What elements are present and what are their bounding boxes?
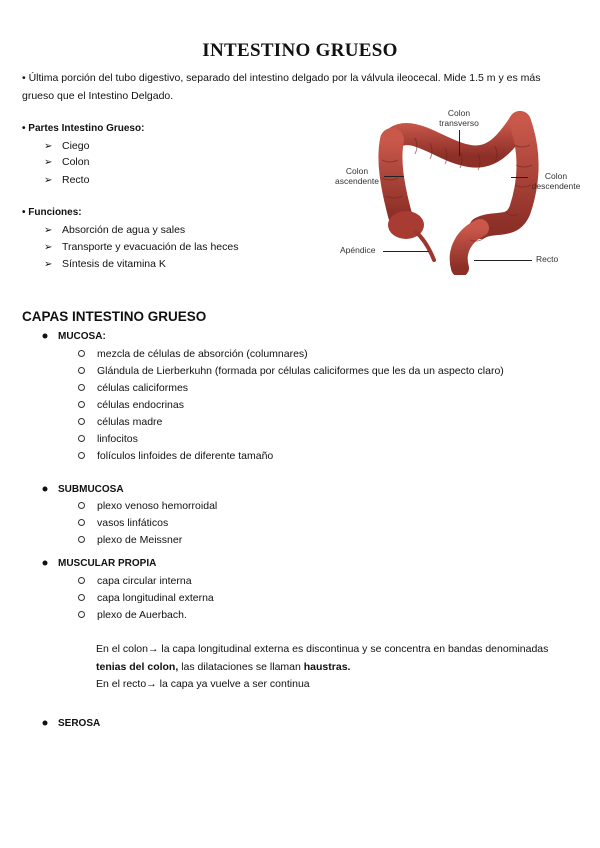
leader-line	[459, 130, 460, 156]
mucosa-item: mezcla de células de absorción (columnares)	[78, 348, 308, 360]
submucosa-item: plexo de Meissner	[78, 534, 182, 546]
hollow-circle-icon	[78, 611, 85, 618]
hollow-circle-icon	[78, 452, 85, 459]
arrow-icon: ➢	[44, 225, 53, 236]
mucosa-item: células caliciformes	[78, 382, 188, 394]
label-colon-ascendente: Colon ascendente	[335, 166, 379, 186]
funciones-item: ➢ Absorción de agua y sales	[44, 224, 186, 236]
intro-line-1: • Última porción del tubo digestivo, separado del intestino delgado por la válvula ileocecal. Mide 1.5 m y es más	[22, 72, 541, 84]
filled-circle-icon	[42, 718, 50, 726]
leader-line	[383, 251, 429, 252]
mucosa-bullet: MUCOSA:	[42, 331, 106, 342]
leader-line	[384, 176, 404, 177]
partes-item: ➢ Colon	[44, 156, 90, 168]
leader-line	[474, 260, 532, 261]
label-colon-transverso: Colon transverso	[439, 108, 479, 128]
funciones-item: ➢ Transporte y evacuación de las heces	[44, 241, 239, 253]
submucosa-bullet: SUBMUCOSA	[42, 484, 124, 495]
filled-circle-icon	[42, 558, 50, 566]
label-recto: Recto	[536, 254, 559, 264]
funciones-heading: • Funciones:	[22, 207, 82, 218]
mucosa-item: Glándula de Lierberkuhn (formada por células caliciformes que les da un aspecto claro)	[78, 365, 504, 377]
arrow-icon: ➢	[44, 175, 53, 186]
filled-circle-icon	[42, 484, 50, 492]
partes-heading: • Partes Intestino Grueso:	[22, 123, 145, 134]
intro-line-2: grueso que el Intestino Delgado.	[22, 90, 174, 102]
hollow-circle-icon	[78, 536, 85, 543]
arrow-icon: ➢	[44, 242, 53, 253]
muscular-bullet: MUSCULAR PROPIA	[42, 558, 156, 569]
hollow-circle-icon	[78, 435, 85, 442]
submucosa-item: plexo venoso hemorroidal	[78, 500, 217, 512]
hollow-circle-icon	[78, 418, 85, 425]
arrow-icon: ➢	[44, 141, 53, 152]
hollow-circle-icon	[78, 401, 85, 408]
arrow-icon: ➢	[44, 259, 53, 270]
muscular-item: capa longitudinal externa	[78, 592, 214, 604]
capas-heading: CAPAS INTESTINO GRUESO	[22, 309, 207, 324]
arrow-icon: ➢	[44, 157, 53, 168]
leader-line	[511, 177, 528, 178]
muscular-item: capa circular interna	[78, 575, 192, 587]
hollow-circle-icon	[78, 367, 85, 374]
hollow-circle-icon	[78, 577, 85, 584]
mucosa-item: linfocitos	[78, 433, 138, 445]
muscular-item: plexo de Auerbach.	[78, 609, 187, 621]
filled-circle-icon	[42, 331, 50, 339]
hollow-circle-icon	[78, 502, 85, 509]
serosa-bullet: SEROSA	[42, 718, 100, 729]
muscular-note-line-1: En el colon→ la capa longitudinal externa es discontinua y se concentra en bandas denominadas	[96, 643, 549, 655]
hollow-circle-icon	[78, 519, 85, 526]
hollow-circle-icon	[78, 350, 85, 357]
label-apendice: Apéndice	[340, 245, 376, 255]
partes-item: ➢ Recto	[44, 174, 90, 186]
mucosa-item: células endocrinas	[78, 399, 184, 411]
muscular-note-line-2: tenias del colon, las dilataciones se llaman haustras.	[96, 661, 351, 673]
mucosa-item: células madre	[78, 416, 162, 428]
submucosa-item: vasos linfáticos	[78, 517, 168, 529]
label-colon-descendente: Colon descendente	[531, 171, 581, 191]
mucosa-item: folículos linfoides de diferente tamaño	[78, 450, 273, 462]
funciones-item: ➢ Síntesis de vitamina K	[44, 258, 166, 270]
hollow-circle-icon	[78, 384, 85, 391]
hollow-circle-icon	[78, 594, 85, 601]
page-title: INTESTINO GRUESO	[202, 40, 398, 61]
partes-item: ➢ Ciego	[44, 140, 90, 152]
muscular-note-line-3: En el recto→ la capa ya vuelve a ser continua	[96, 678, 310, 690]
